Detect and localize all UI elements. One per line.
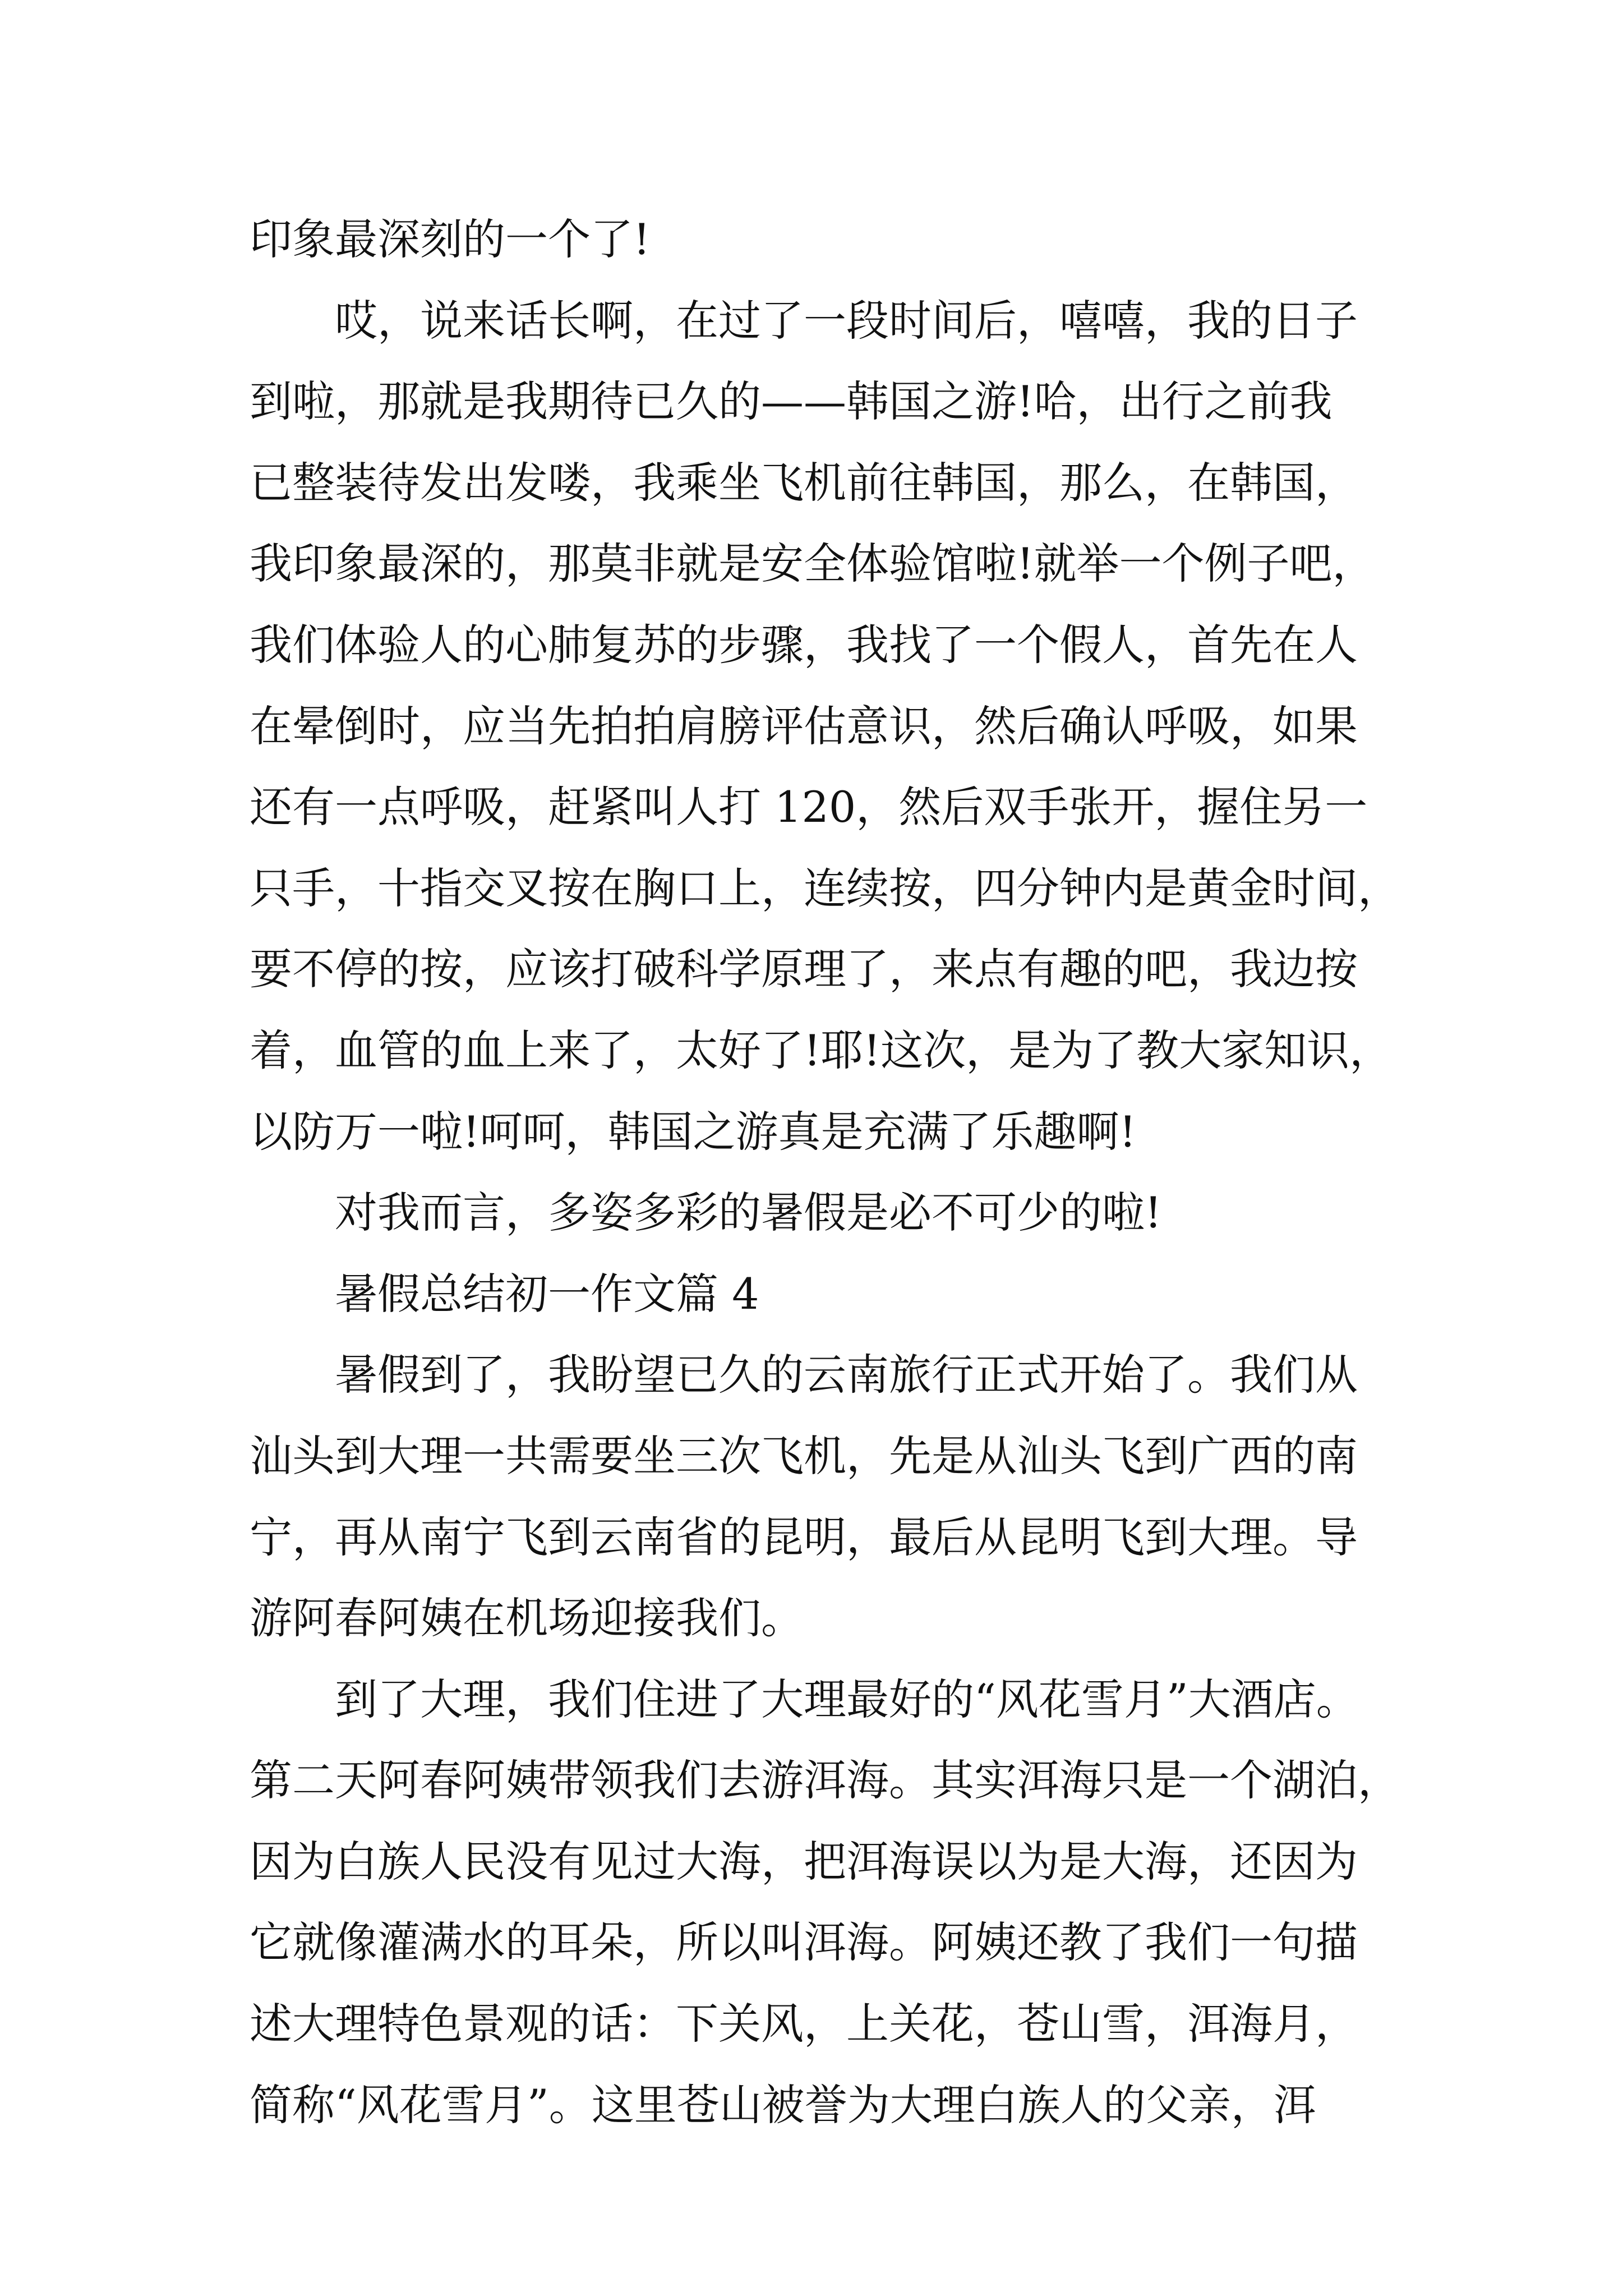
- text-line: 因为白族人民没有见过大海，把洱海误以为是大海，还因为: [250, 1836, 1358, 1887]
- text-line: 只手，十指交叉按在胸口上，连续按，四分钟内是黄金时间，: [250, 863, 1400, 913]
- text-line: 宁，再从南宁飞到云南省的昆明，最后从昆明飞到大理。导: [250, 1512, 1358, 1562]
- text-line: 到啦，那就是我期待已久的——韩国之游!哈，出行之前我: [250, 376, 1332, 427]
- text-line: 印象最深刻的一个了!: [250, 214, 651, 264]
- text-line: 要不停的按，应该打破科学原理了，来点有趣的吧，我边按: [250, 944, 1358, 995]
- paragraph-first-line: 到了大理，我们住进了大理最好的“风花雪月”大酒店。: [335, 1674, 1359, 1724]
- text-line: 我印象最深的，那莫非就是安全体验馆啦!就举一个例子吧，: [250, 539, 1375, 589]
- text-line: 在晕倒时，应当先拍拍肩膀评估意识，然后确认呼吸，如果: [250, 701, 1358, 751]
- document-body: [250, 199, 1400, 2146]
- section-heading: 暑假总结初一作文篇 4: [335, 1268, 759, 1319]
- text-line: 我们体验人的心肺复苏的步骤，我找了一个假人，首先在人: [250, 619, 1358, 670]
- text-line: 以防万一啦!呵呵，韩国之游真是充满了乐趣啊!: [250, 1106, 1137, 1157]
- text-line: 已整装待发出发喽，我乘坐飞机前往韩国，那么，在韩国，: [250, 457, 1358, 508]
- text-line: 汕头到大理一共需要坐三次飞机，先是从汕头飞到广西的南: [250, 1430, 1358, 1481]
- paragraph-first-line: 对我而言，多姿多彩的暑假是必不可少的啦!: [335, 1188, 1162, 1238]
- text-line: 还有一点呼吸，赶紧叫人打 120，然后双手张开，握住另一: [250, 782, 1368, 832]
- text-line: 简称“风花雪月”。这里苍山被誉为大理白族人的父亲，洱: [250, 2079, 1316, 2130]
- text-line: 述大理特色景观的话：下关风，上关花，苍山雪，洱海月，: [250, 1999, 1358, 2049]
- text-line: 它就像灌满水的耳朵，所以叫洱海。阿姨还教了我们一句描: [250, 1917, 1358, 1968]
- text-line: 着，血管的血上来了，太好了!耶!这次，是为了教大家知识，: [250, 1025, 1393, 1075]
- paragraph-first-line: 哎，说来话长啊，在过了一段时间后，嘻嘻，我的日子: [335, 295, 1358, 346]
- paragraph-first-line: 暑假到了，我盼望已久的云南旅行正式开始了。我们从: [335, 1350, 1358, 1400]
- text-line: 游阿春阿姨在机场迎接我们。: [250, 1593, 804, 1644]
- text-line: 第二天阿春阿姨带领我们去游洱海。其实洱海只是一个湖泊，: [250, 1755, 1400, 1806]
